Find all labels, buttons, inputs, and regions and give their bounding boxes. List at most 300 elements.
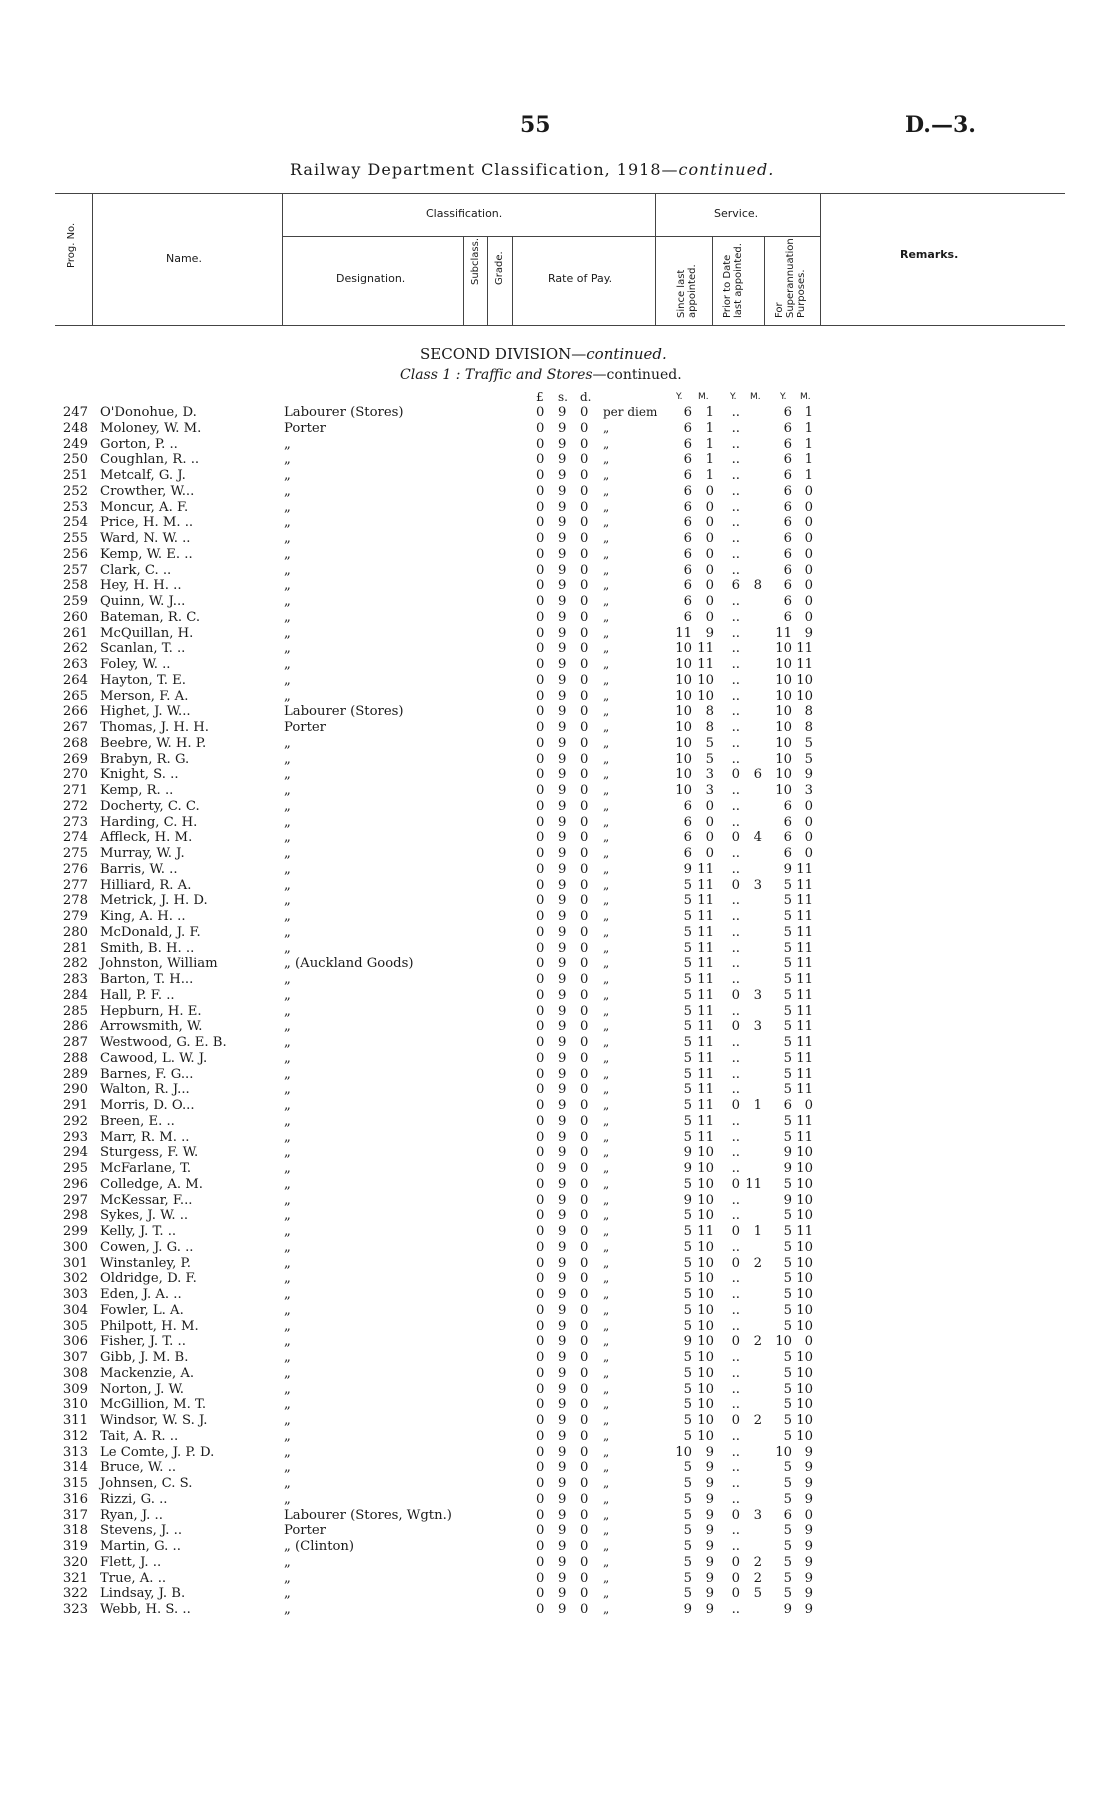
rate-shillings: 9 (558, 1271, 567, 1287)
designation: „ (284, 751, 291, 767)
prog-number: 277 (62, 877, 88, 893)
since-months: 5 (705, 751, 714, 767)
designation: „ (Auckland Goods) (284, 956, 414, 972)
rate-period: „ (603, 1176, 610, 1191)
super-months: 0 (804, 515, 813, 531)
since-months: 10 (697, 1239, 714, 1255)
header-top-rule (55, 193, 1065, 194)
table-row (0, 1319, 1114, 1335)
employee-name: Barnes, F. G... (100, 1066, 194, 1082)
super-months: 11 (796, 1113, 813, 1129)
since-years: 5 (683, 1082, 692, 1098)
table-row (0, 1397, 1114, 1413)
rate-shillings: 9 (558, 1476, 567, 1491)
prior-years: .. (731, 468, 740, 483)
super-years: 6 (783, 578, 792, 594)
header-grade: Grade. (494, 251, 505, 285)
prog-number: 306 (62, 1334, 88, 1350)
prog-number: 265 (62, 688, 88, 704)
rate-shillings: 9 (558, 499, 567, 515)
rate-pounds: 0 (536, 1145, 545, 1161)
since-months: 0 (705, 546, 714, 562)
since-years: 6 (683, 562, 692, 578)
rate-shillings: 9 (558, 1255, 567, 1271)
unit-months: M. (750, 392, 761, 402)
since-months: 0 (705, 562, 714, 578)
rate-period: „ (603, 641, 610, 656)
super-years: 6 (783, 452, 792, 468)
designation: „ (284, 546, 291, 562)
since-months: 11 (697, 1003, 714, 1019)
since-months: 0 (705, 515, 714, 531)
since-months: 0 (705, 578, 714, 594)
employee-name: Gibb, J. M. B. (100, 1350, 189, 1365)
since-years: 10 (675, 735, 692, 751)
rate-pounds: 0 (536, 751, 545, 767)
prior-years: .. (731, 1239, 740, 1255)
rate-period: „ (603, 468, 610, 482)
designation: Porter (284, 420, 326, 436)
rate-pounds: 0 (536, 940, 545, 956)
rate-pence: 0 (580, 704, 589, 720)
rate-pence: 0 (580, 562, 589, 578)
designation: „ (284, 1554, 291, 1570)
title-main: Railway Department Classification, 1918— (290, 160, 679, 179)
super-years: 10 (775, 720, 792, 735)
designation: „ (284, 924, 291, 940)
rate-pounds: 0 (536, 893, 545, 909)
prog-number: 298 (62, 1208, 88, 1224)
super-months: 11 (796, 972, 813, 987)
since-months: 0 (705, 830, 714, 846)
header-divider (655, 193, 656, 325)
header-name: Name. (166, 252, 202, 265)
rate-shillings: 9 (558, 1365, 567, 1381)
super-years: 6 (783, 814, 792, 830)
rate-pounds: 0 (536, 1381, 545, 1397)
prior-years: 0 (731, 830, 740, 846)
super-years: 5 (783, 1539, 792, 1554)
employee-name: Ward, N. W. .. (100, 531, 191, 546)
prior-years: .. (731, 1050, 740, 1066)
rate-period: „ (603, 1129, 610, 1144)
prog-number: 253 (62, 499, 88, 515)
super-months: 11 (796, 1066, 813, 1082)
employee-name: Webb, H. S. .. (100, 1602, 191, 1617)
prog-number: 312 (62, 1428, 88, 1444)
rate-period: „ (603, 483, 610, 498)
prior-years: 0 (731, 1098, 740, 1113)
designation: „ (284, 1570, 291, 1586)
designation: „ (284, 1460, 291, 1476)
employee-name: Johnsen, C. S. (100, 1476, 193, 1491)
rate-shillings: 9 (558, 987, 567, 1003)
prior-years: .. (731, 1271, 740, 1287)
employee-name: Oldridge, D. F. (100, 1271, 197, 1287)
rate-shillings: 9 (558, 1570, 567, 1586)
super-months: 3 (804, 783, 813, 798)
rate-pounds: 0 (536, 783, 545, 798)
employee-name: Clark, C. .. (100, 562, 172, 578)
prior-years: .. (731, 1113, 740, 1129)
rate-period: „ (603, 909, 610, 923)
table-row (0, 1019, 1114, 1035)
prog-number: 294 (62, 1145, 88, 1161)
prior-years: .. (731, 1350, 740, 1365)
prog-number: 289 (62, 1066, 88, 1082)
prog-number: 274 (62, 830, 88, 846)
rate-pence: 0 (580, 1113, 589, 1129)
employee-name: Scanlan, T. .. (100, 641, 186, 657)
prog-number: 257 (62, 562, 88, 578)
rate-pounds: 0 (536, 1208, 545, 1224)
prog-number: 251 (62, 468, 88, 483)
rate-pounds: 0 (536, 1129, 545, 1145)
table-row (0, 1460, 1114, 1476)
header-bottom-rule (55, 325, 1065, 326)
since-years: 10 (675, 657, 692, 672)
table-row (0, 594, 1114, 610)
table-row (0, 1208, 1114, 1224)
rate-period: „ (603, 1334, 610, 1349)
employee-name: Colledge, A. M. (100, 1176, 203, 1192)
super-months: 10 (796, 1271, 813, 1287)
rate-period: „ (603, 436, 610, 451)
prior-years: .. (731, 704, 740, 720)
super-years: 6 (783, 1507, 792, 1523)
designation: „ (284, 830, 291, 846)
prior-years: .. (731, 1318, 740, 1334)
prog-number: 249 (62, 436, 88, 452)
prog-number: 260 (62, 609, 88, 625)
rate-pence: 0 (580, 1334, 589, 1350)
super-months: 11 (796, 893, 813, 909)
table-row (0, 1555, 1114, 1571)
employee-name: Sturgess, F. W. (100, 1145, 199, 1161)
rate-shillings: 9 (558, 1413, 567, 1428)
employee-name: Beebre, W. H. P. (100, 735, 207, 751)
table-row (0, 563, 1114, 579)
prog-number: 295 (62, 1161, 88, 1176)
rate-pounds: 0 (536, 1050, 545, 1066)
rate-pounds: 0 (536, 1224, 545, 1239)
super-years: 6 (783, 830, 792, 846)
prior-years: .. (731, 594, 740, 609)
prog-number: 270 (62, 767, 88, 783)
designation: „ (284, 1476, 291, 1491)
super-months: 11 (796, 1129, 813, 1145)
prior-years: .. (731, 1602, 740, 1617)
rate-period: „ (603, 1271, 610, 1286)
prog-number: 259 (62, 594, 88, 609)
employee-name: Tait, A. R. .. (100, 1428, 179, 1444)
designation: „ (284, 688, 291, 704)
prior-years: .. (731, 861, 740, 877)
super-years: 10 (775, 767, 792, 783)
rate-period: „ (603, 1161, 610, 1175)
prior-years: 0 (731, 1554, 740, 1570)
since-years: 5 (683, 1208, 692, 1224)
employee-name: Eden, J. A. .. (100, 1287, 182, 1302)
since-years: 5 (683, 1413, 692, 1428)
rate-period: „ (603, 1554, 610, 1569)
unit-months: M. (800, 392, 811, 402)
rate-pence: 0 (580, 420, 589, 436)
since-years: 10 (675, 688, 692, 704)
rate-shillings: 9 (558, 1129, 567, 1145)
super-years: 5 (783, 1523, 792, 1539)
since-years: 6 (683, 468, 692, 483)
super-years: 10 (775, 1444, 792, 1460)
prog-number: 283 (62, 972, 88, 987)
rate-period: „ (603, 1035, 610, 1049)
super-months: 10 (796, 1161, 813, 1176)
rate-period: „ (603, 1428, 610, 1443)
super-years: 10 (775, 1334, 792, 1350)
super-years: 5 (783, 1413, 792, 1428)
unit-pounds: £ (536, 390, 544, 404)
rate-pence: 0 (580, 1350, 589, 1365)
employee-name: Knight, S. .. (100, 767, 179, 783)
super-months: 10 (796, 1413, 813, 1428)
super-months: 11 (796, 861, 813, 877)
since-years: 9 (683, 861, 692, 877)
since-months: 1 (705, 420, 714, 436)
rate-shillings: 9 (558, 735, 567, 751)
designation: „ (284, 987, 291, 1003)
table-row (0, 972, 1114, 988)
prog-number: 299 (62, 1224, 88, 1239)
prior-years: .. (731, 783, 740, 798)
prog-number: 318 (62, 1523, 88, 1539)
super-years: 5 (783, 1570, 792, 1586)
employee-name: McGillion, M. T. (100, 1397, 207, 1413)
rate-shillings: 9 (558, 657, 567, 672)
since-months: 11 (697, 1113, 714, 1129)
super-years: 5 (783, 1365, 792, 1381)
employee-name: Barton, T. H... (100, 972, 194, 987)
super-months: 9 (804, 1570, 813, 1586)
title-continued: continued. (678, 160, 775, 179)
rate-pence: 0 (580, 1491, 589, 1507)
designation: „ (284, 594, 291, 609)
rate-shillings: 9 (558, 1239, 567, 1255)
prog-number: 313 (62, 1444, 88, 1460)
designation: Porter (284, 720, 326, 735)
rate-pence: 0 (580, 1523, 589, 1539)
rate-pounds: 0 (536, 1098, 545, 1113)
rate-pence: 0 (580, 1145, 589, 1161)
rate-pounds: 0 (536, 1444, 545, 1460)
designation: „ (284, 767, 291, 783)
table-row (0, 830, 1114, 846)
rate-pence: 0 (580, 1602, 589, 1617)
rate-pounds: 0 (536, 1397, 545, 1413)
super-years: 10 (775, 751, 792, 767)
super-years: 10 (775, 735, 792, 751)
rate-period: „ (603, 1066, 610, 1081)
rate-pence: 0 (580, 798, 589, 814)
rate-pence: 0 (580, 483, 589, 499)
prog-number: 287 (62, 1035, 88, 1050)
super-months: 0 (804, 483, 813, 499)
since-months: 9 (705, 1507, 714, 1523)
prog-number: 319 (62, 1539, 88, 1554)
table-row (0, 1523, 1114, 1539)
super-months: 10 (796, 1428, 813, 1444)
prog-number: 310 (62, 1397, 88, 1413)
since-months: 10 (697, 688, 714, 704)
table-row (0, 1161, 1114, 1177)
prior-years: .. (731, 1523, 740, 1539)
rate-shillings: 9 (558, 562, 567, 578)
rate-period: „ (603, 1460, 610, 1475)
prior-years: .. (731, 1161, 740, 1176)
since-years: 5 (683, 1350, 692, 1365)
prog-number: 255 (62, 531, 88, 546)
table-row (0, 720, 1114, 736)
rate-pence: 0 (580, 641, 589, 657)
rate-pounds: 0 (536, 767, 545, 783)
designation: „ (284, 1050, 291, 1066)
prog-number: 291 (62, 1098, 88, 1113)
since-years: 5 (683, 893, 692, 909)
table-row (0, 1256, 1114, 1272)
employee-name: Lindsay, J. B. (100, 1586, 186, 1602)
rate-pence: 0 (580, 783, 589, 798)
table-row (0, 1476, 1114, 1492)
employee-name: Affleck, H. M. (100, 830, 193, 846)
prior-years: .. (731, 814, 740, 830)
unit-shillings: s. (558, 390, 568, 404)
prior-years: .. (731, 1539, 740, 1554)
prior-years: .. (731, 1381, 740, 1397)
since-years: 5 (683, 1129, 692, 1145)
rate-shillings: 9 (558, 1035, 567, 1050)
rate-pence: 0 (580, 499, 589, 515)
rate-period: „ (603, 531, 610, 545)
rate-pence: 0 (580, 1381, 589, 1397)
rate-shillings: 9 (558, 1176, 567, 1192)
rate-period: per diem (603, 405, 658, 419)
super-years: 5 (783, 1271, 792, 1287)
rate-period: „ (603, 846, 610, 860)
designation: „ (284, 972, 291, 987)
rate-period: „ (603, 1381, 610, 1396)
rate-shillings: 9 (558, 1428, 567, 1444)
rate-pence: 0 (580, 1586, 589, 1602)
designation: „ (284, 1302, 291, 1318)
rate-shillings: 9 (558, 1507, 567, 1523)
prior-years: 0 (731, 1507, 740, 1523)
super-years: 5 (783, 1019, 792, 1035)
rate-pounds: 0 (536, 1365, 545, 1381)
rate-shillings: 9 (558, 1318, 567, 1334)
employee-name: Westwood, G. E. B. (100, 1035, 227, 1050)
super-years: 9 (783, 1602, 792, 1617)
rate-pence: 0 (580, 1413, 589, 1428)
rate-pence: 0 (580, 1176, 589, 1192)
rate-pounds: 0 (536, 830, 545, 846)
rate-pence: 0 (580, 1554, 589, 1570)
rate-period: „ (603, 546, 610, 561)
super-months: 10 (796, 1365, 813, 1381)
super-years: 5 (783, 893, 792, 909)
rate-pence: 0 (580, 814, 589, 830)
employee-name: McQuillan, H. (100, 625, 194, 641)
super-months: 10 (796, 688, 813, 704)
prior-years: .. (731, 515, 740, 531)
super-months: 9 (804, 767, 813, 783)
super-months: 9 (804, 1460, 813, 1476)
rate-pounds: 0 (536, 1192, 545, 1208)
rate-pounds: 0 (536, 594, 545, 609)
designation: „ (284, 1145, 291, 1161)
prog-number: 297 (62, 1192, 88, 1208)
prior-years: .. (731, 893, 740, 909)
employee-name: Merson, F. A. (100, 688, 189, 704)
rate-pence: 0 (580, 1239, 589, 1255)
rate-pence: 0 (580, 1208, 589, 1224)
unit-years: Y. (730, 392, 737, 402)
rate-pounds: 0 (536, 1302, 545, 1318)
table-row (0, 1382, 1114, 1398)
table-row (0, 956, 1114, 972)
rate-period: „ (603, 1350, 610, 1364)
employee-name: Highet, J. W... (100, 704, 191, 720)
rate-pounds: 0 (536, 1082, 545, 1098)
rate-pence: 0 (580, 468, 589, 483)
designation: „ (284, 1365, 291, 1381)
rate-pounds: 0 (536, 546, 545, 562)
designation: „ (284, 1176, 291, 1192)
rate-period: „ (603, 1082, 610, 1097)
rate-period: „ (603, 798, 610, 813)
rate-shillings: 9 (558, 1491, 567, 1507)
rate-shillings: 9 (558, 877, 567, 893)
rate-pence: 0 (580, 1098, 589, 1113)
since-years: 5 (683, 1224, 692, 1239)
super-months: 11 (796, 1019, 813, 1035)
rate-pounds: 0 (536, 1239, 545, 1255)
rate-period: „ (603, 767, 610, 782)
since-years: 6 (683, 452, 692, 468)
rate-pounds: 0 (536, 924, 545, 940)
rate-pence: 0 (580, 1161, 589, 1176)
since-months: 10 (697, 672, 714, 688)
rate-shillings: 9 (558, 1523, 567, 1539)
rate-pounds: 0 (536, 1586, 545, 1602)
designation: „ (284, 625, 291, 641)
header-divider (764, 236, 765, 325)
table-row (0, 1114, 1114, 1130)
rate-shillings: 9 (558, 546, 567, 562)
designation: „ (284, 1381, 291, 1397)
rate-shillings: 9 (558, 1192, 567, 1208)
designation: „ (284, 1019, 291, 1035)
prior-months: 6 (753, 767, 762, 783)
designation: „ (284, 1066, 291, 1082)
class-prefix: Class 1 : (400, 367, 461, 383)
table-row (0, 484, 1114, 500)
since-months: 11 (697, 641, 714, 657)
since-months: 11 (697, 861, 714, 877)
designation: „ (284, 909, 291, 924)
designation: „ (284, 940, 291, 956)
rate-pounds: 0 (536, 1539, 545, 1554)
employee-name: Windsor, W. S. J. (100, 1413, 208, 1428)
rate-pounds: 0 (536, 877, 545, 893)
